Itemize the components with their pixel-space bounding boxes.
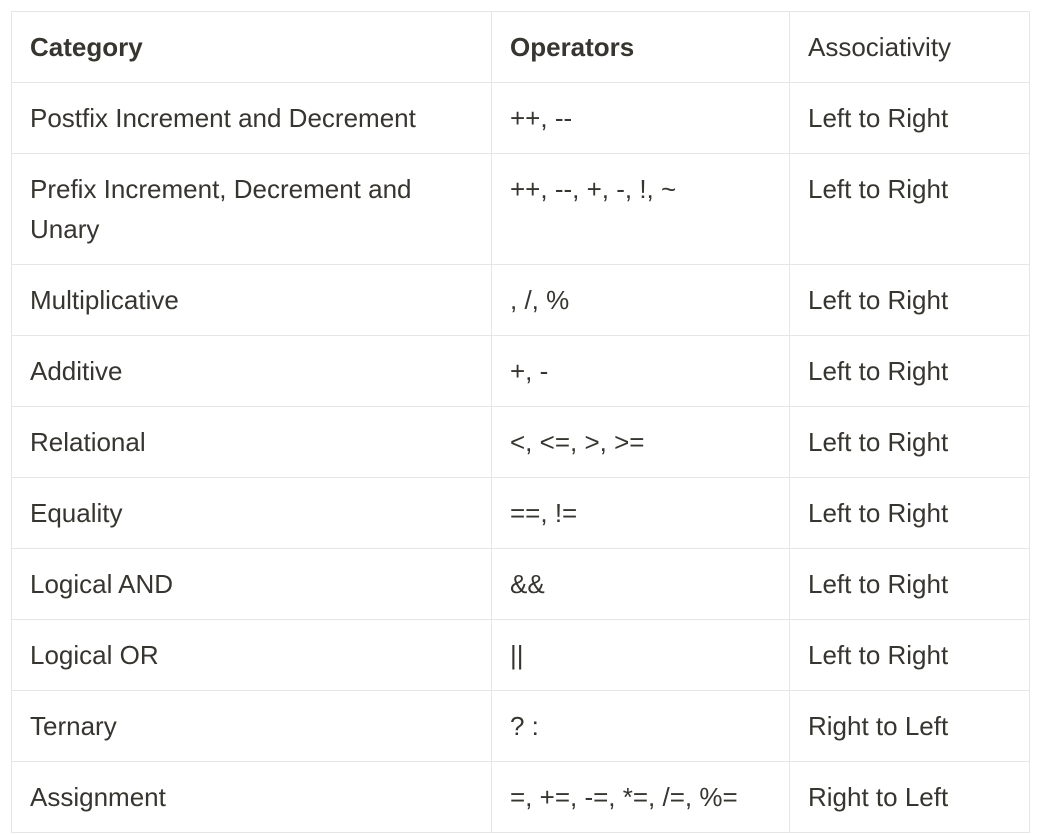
- cell-category: Multiplicative: [12, 265, 492, 336]
- table-row: [12, 336, 1030, 407]
- table-header-row: [12, 12, 1030, 83]
- cell-associativity: Left to Right: [790, 336, 1030, 407]
- cell-operators: , /, %: [492, 265, 790, 336]
- cell-operators: ++, --: [492, 83, 790, 154]
- table-row: [12, 691, 1030, 762]
- table-row: [12, 154, 1030, 265]
- cell-operators: &&: [492, 549, 790, 620]
- table-row: [12, 762, 1030, 833]
- header-operators: Operators: [492, 12, 790, 83]
- cell-associativity: Left to Right: [790, 154, 1030, 265]
- cell-associativity: Right to Left: [790, 762, 1030, 833]
- cell-category: Ternary: [12, 691, 492, 762]
- cell-category: Assignment: [12, 762, 492, 833]
- cell-operators: ||: [492, 620, 790, 691]
- table-row: [12, 478, 1030, 549]
- cell-associativity: Left to Right: [790, 549, 1030, 620]
- cell-associativity: Left to Right: [790, 83, 1030, 154]
- cell-associativity: Left to Right: [790, 620, 1030, 691]
- table-row: [12, 620, 1030, 691]
- header-associativity: Associativity: [790, 12, 1030, 83]
- cell-operators: =, +=, -=, *=, /=, %=: [492, 762, 790, 833]
- cell-category: Relational: [12, 407, 492, 478]
- cell-associativity: Left to Right: [790, 407, 1030, 478]
- table-row: [12, 549, 1030, 620]
- table-row: [12, 265, 1030, 336]
- cell-category: Additive: [12, 336, 492, 407]
- cell-operators: ? :: [492, 691, 790, 762]
- header-category: Category: [12, 12, 492, 83]
- cell-operators: ++, --, +, -, !, ~: [492, 154, 790, 265]
- cell-category: Logical OR: [12, 620, 492, 691]
- cell-category: Equality: [12, 478, 492, 549]
- cell-category: Prefix Increment, Decrement and Unary: [12, 154, 492, 265]
- table-row: [12, 83, 1030, 154]
- cell-category: Logical AND: [12, 549, 492, 620]
- cell-category: Postfix Increment and Decrement: [12, 83, 492, 154]
- cell-operators: +, -: [492, 336, 790, 407]
- cell-operators: <, <=, >, >=: [492, 407, 790, 478]
- operator-precedence-table: [11, 11, 1030, 833]
- operator-precedence-table-container: [11, 11, 1030, 833]
- cell-associativity: Right to Left: [790, 691, 1030, 762]
- cell-associativity: Left to Right: [790, 265, 1030, 336]
- table-row: [12, 407, 1030, 478]
- cell-associativity: Left to Right: [790, 478, 1030, 549]
- cell-operators: ==, !=: [492, 478, 790, 549]
